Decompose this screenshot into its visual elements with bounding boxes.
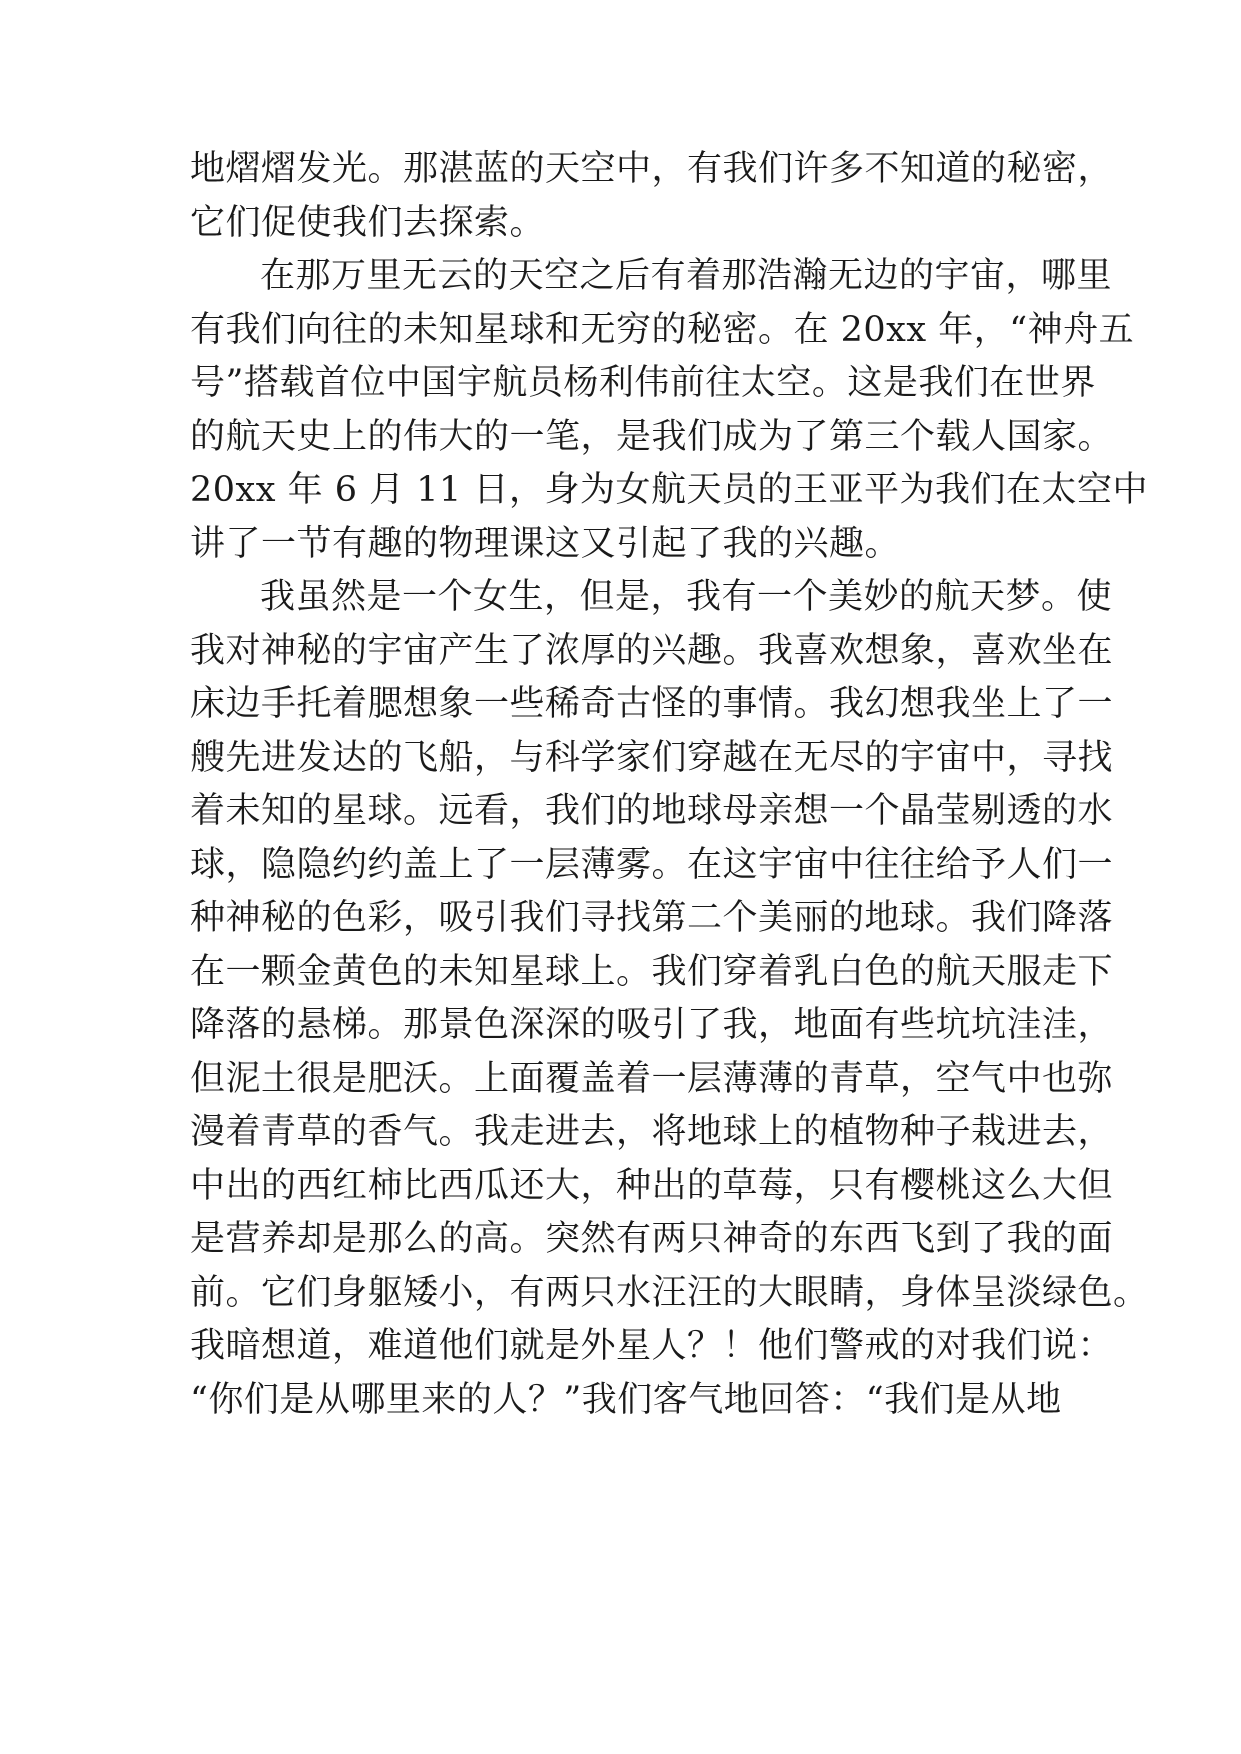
text-line: 艘先进发达的飞船，与科学家们穿越在无尽的宇宙中，寻找 bbox=[190, 737, 1114, 778]
text-line: 前。它们身躯矮小，有两只水汪汪的大眼睛，身体呈淡绿色。 bbox=[190, 1272, 1149, 1313]
text-line: 漫着青草的香气。我走进去，将地球上的植物种子栽进去， bbox=[190, 1112, 1114, 1152]
text-line: 号”搭载首位中国宇航员杨利伟前往太空。这是我们在世界 bbox=[190, 363, 1096, 403]
text-line: 20xx 年 6 月 11 日，身为女航天员的王亚平为我们在太空中 bbox=[190, 470, 1148, 510]
text-line: “你们是从哪里来的人？”我们客气地回答：“我们是从地 bbox=[190, 1379, 1062, 1420]
text-line: 着未知的星球。远看，我们的地球母亲想一个晶莹剔透的水 bbox=[190, 791, 1114, 831]
text-line: 我暗想道，难道他们就是外星人？！他们警戒的对我们说： bbox=[190, 1326, 1114, 1366]
text-line: 球，隐隐约约盖上了一层薄雾。在这宇宙中往往给予人们一 bbox=[190, 844, 1114, 885]
text-line: 在一颗金黄色的未知星球上。我们穿着乳白色的航天服走下 bbox=[190, 951, 1114, 992]
text-line: 是营养却是那么的高。突然有两只神奇的东西飞到了我的面 bbox=[190, 1219, 1114, 1259]
text-line: 床边手托着腮想象一些稀奇古怪的事情。我幻想我坐上了一 bbox=[190, 684, 1114, 724]
text-line: 降落的悬梯。那景色深深的吸引了我，地面有些坑坑洼洼， bbox=[190, 1005, 1114, 1045]
text-line: 中出的西红柿比西瓜还大，种出的草莓，只有樱桃这么大但 bbox=[190, 1165, 1114, 1206]
text-line: 我对神秘的宇宙产生了浓厚的兴趣。我喜欢想象，喜欢坐在 bbox=[190, 630, 1114, 671]
text-line: 地熠熠发光。那湛蓝的天空中，有我们许多不知道的秘密， bbox=[190, 149, 1114, 189]
text-line: 它们促使我们去探索。 bbox=[190, 202, 546, 243]
text-line: 讲了一节有趣的物理课这又引起了我的兴趣。 bbox=[190, 523, 901, 564]
paragraph-first-line: 在那万里无云的天空之后有着那浩瀚无边的宇宙，哪里 bbox=[260, 256, 1113, 296]
text-line: 有我们向往的未知星球和无穷的秘密。在 20xx 年，“神舟五 bbox=[190, 309, 1135, 350]
document-body bbox=[190, 143, 1149, 1427]
text-line: 的航天史上的伟大的一笔，是我们成为了第三个载人国家。 bbox=[190, 416, 1114, 457]
text-line: 但泥土很是肥沃。上面覆盖着一层薄薄的青草，空气中也弥 bbox=[190, 1058, 1114, 1099]
text-line: 种神秘的色彩，吸引我们寻找第二个美丽的地球。我们降落 bbox=[190, 898, 1114, 938]
paragraph-first-line: 我虽然是一个女生，但是，我有一个美妙的航天梦。使 bbox=[260, 577, 1113, 617]
